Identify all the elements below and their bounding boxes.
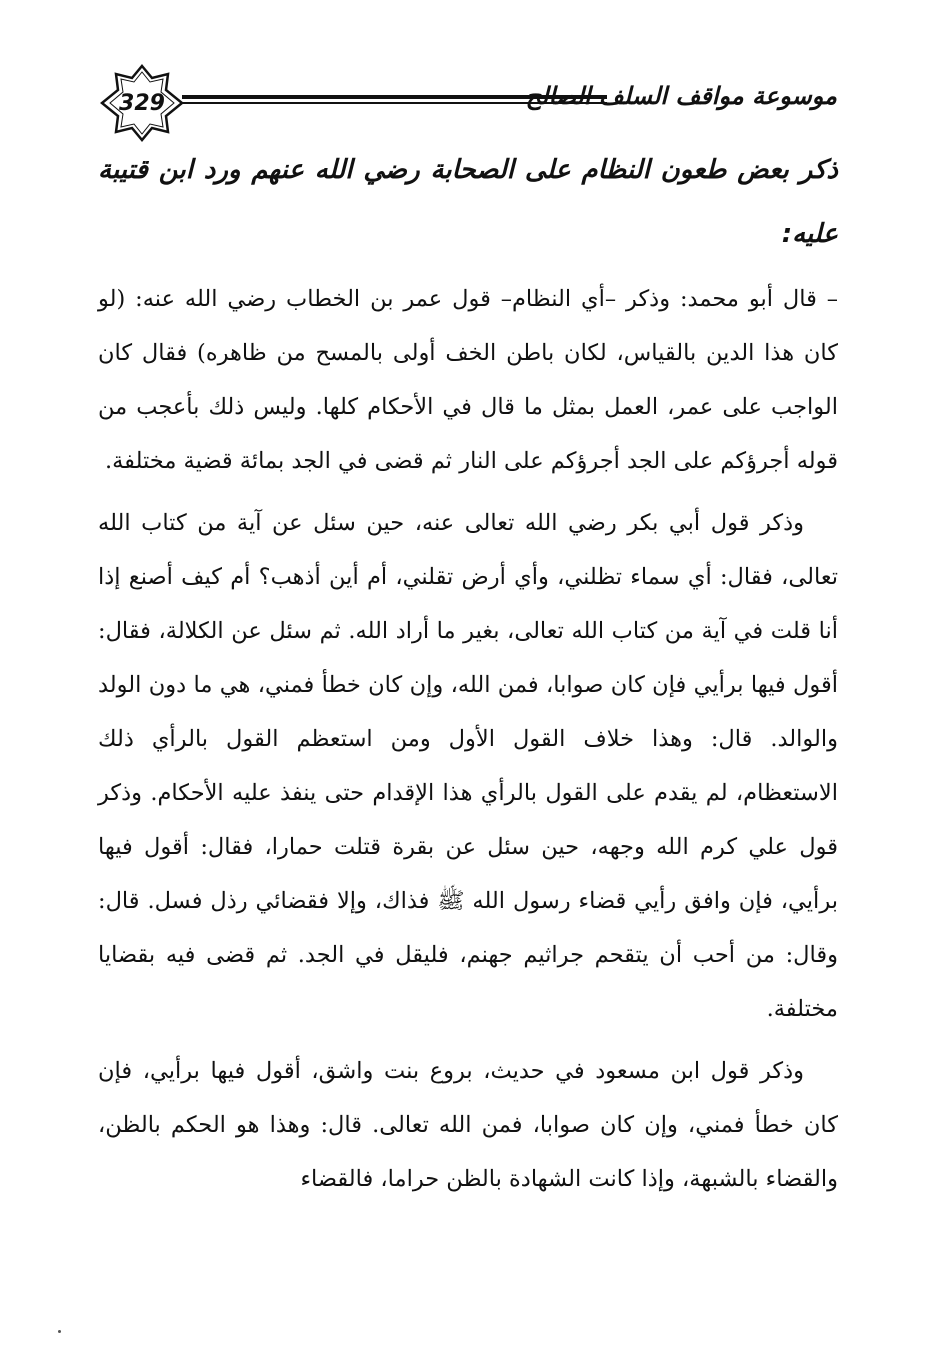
page-body: [98, 138, 838, 1206]
paragraph-2: وذكر قول أبي بكر رضي الله تعالى عنه، حين سئل عن آية من كتاب الله تعالى، فقال: أي سماء تظلني، وأي أرض تقلني، أم أين أذهب؟ أم كيف أصنع إذا أنا قلت في آية من كتاب الله تعالى، بغير ما أراد الله. ثم سئل عن الكلالة، فقال: أقول فيها برأيي فإن كان صوابا، فمن الله، وإن كان خطأ فمني، هي ما دون الولد والوالد. قال: وهذا خلاف القول الأول ومن استعظم القول بالرأي ذلك الاستعظام، لم يقدم على القول بالرأي هذا الإقدام حتى ينفذ عليه الأحكام. وذكر قول علي كرم الله وجهه، حين سئل عن بقرة قتلت حمارا، فقال: أقول فيها برأيي، فإن وافق رأيي قضاء رسول الله ﷺ فذاك، وإلا فقضائي رذل فسل. قال: وقال: من أحب أن يتقحم جراثيم جهنم، فليقل في الجد. ثم قضى فيه بقضايا مختلفة.: [98, 510, 838, 1022]
paragraph-3: وذكر قول ابن مسعود في حديث، بروع بنت واشق، أقول فيها برأيي، فإن كان خطأ فمني، وإن كان صوابا، فمن الله تعالى. قال: وهذا هو الحكم بالظن، والقضاء بالشبهة، وإذا كانت الشهادة بالظن حراما، فالقضاء: [98, 1058, 838, 1192]
paragraph-1: – قال أبو محمد: وذكر –أي النظام– قول عمر بن الخطاب رضي الله عنه: (لو كان هذا الدين بالقياس، لكان باطن الخف أولى بالمسح من ظاهره) فقال كان الواجب على عمر، العمل بمثل ما قال في الأحكام كلها. وليس ذلك بأعجب من قوله أجرؤكم على الجد أجرؤكم على النار ثم قضى في الجد بمائة قضية مختلفة.: [98, 286, 838, 474]
page-header: [0, 0, 927, 130]
page-number: 329: [119, 90, 165, 116]
section-heading: ذكر بعض طعون النظام على الصحابة رضي الله عنهم ورد ابن قتيبة عليه:: [98, 155, 838, 249]
page-number-badge: [100, 64, 184, 142]
book-title: موسوعة مواقف السلف الصالح: [525, 81, 837, 110]
scan-speck: [58, 1330, 61, 1333]
